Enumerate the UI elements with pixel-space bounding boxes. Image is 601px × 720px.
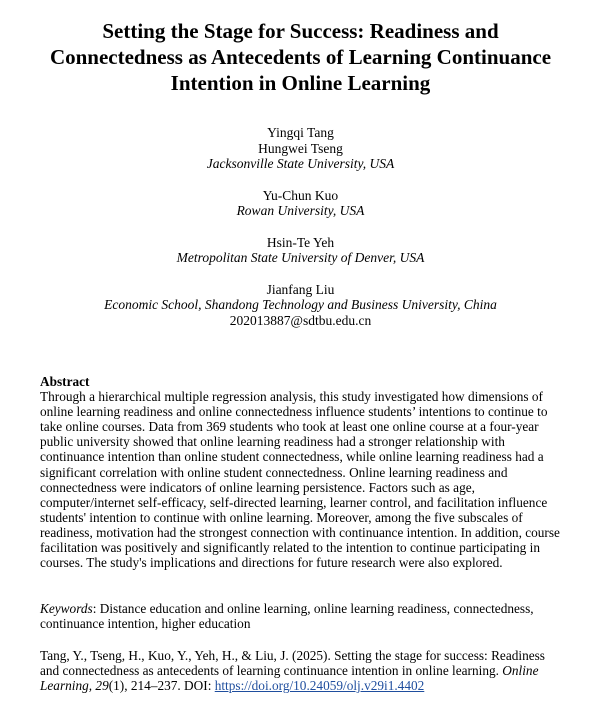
author-affiliation: Jacksonville State University, USA [206, 156, 395, 171]
author-affiliation: Metropolitan State University of Denver, USA [176, 250, 425, 265]
author-group-2 [40, 188, 561, 219]
abstract-section [40, 374, 561, 570]
author-email: 202013887@sdtbu.edu.cn [229, 312, 372, 328]
paper-title: Setting the Stage for Success: Readiness and Connectedness as Antecedents of Learning Continuance Intention in Online Learning [49, 19, 552, 95]
citation-volume: 29 [95, 678, 109, 694]
author-affiliation: Economic School, Shandong Technology and Business University, China [104, 297, 497, 312]
author-name: Yingqi Tang [267, 125, 334, 140]
doi-link[interactable]: https://doi.org/10.24059/olj.v29i1.4402 [214, 678, 425, 694]
author-name: Jianfang Liu [266, 281, 335, 297]
author-name: Hsin-Te Yeh [266, 234, 335, 250]
keywords-text: : Distance education and online learning, online learning readiness, connectedness, continuance intention, higher education [40, 601, 534, 632]
keywords-section [40, 601, 561, 631]
citation-pages: (1), 214–237. DOI: [108, 678, 215, 694]
abstract-heading: Abstract [40, 374, 90, 389]
citation-text: Tang, Y., Tseng, H., Kuo, Y., Yeh, H., & Liu, J. (2025). Setting the stage for success: Readiness and connectedness as antecedents of learning continuance intention in online learning. [40, 648, 545, 679]
keywords-label: Keywords [40, 601, 93, 616]
citation-journal: Online Learning, [40, 663, 539, 694]
author-group-1 [40, 125, 561, 172]
abstract-text: Through a hierarchical multiple regression analysis, this study investigated how dimensions of online learning readiness and online connectedness influence students’ intentions to continue to take online courses. Data from 369 students who took at least one online course at a four-year public university showed that online learning readiness had a stronger relationship with continuance intention than online student connectedness, while online learning readiness had a significant correlation with online student connectedness. Online learning readiness and connectedness were indicators of online learning persistence. Factors such as age, computer/internet self-efficacy, self-directed learning, learner control, and facilitation influence students' intention to continue with online learning. Moreover, among the five subscales of readiness, motivation had the strongest connection with continuance intention. In addition, course facilitation was positively and significantly related to the intention to continue participating in courses. The study's implications and directions for future research were also explored. [40, 389, 560, 571]
author-name: Yu-Chun Kuo [262, 187, 339, 203]
author-group-3 [40, 235, 561, 266]
author-group-4 [40, 282, 561, 329]
author-affiliation: Rowan University, USA [236, 203, 365, 218]
citation-section [40, 648, 561, 693]
author-list [40, 125, 561, 344]
author-name: Hungwei Tseng [258, 140, 343, 156]
